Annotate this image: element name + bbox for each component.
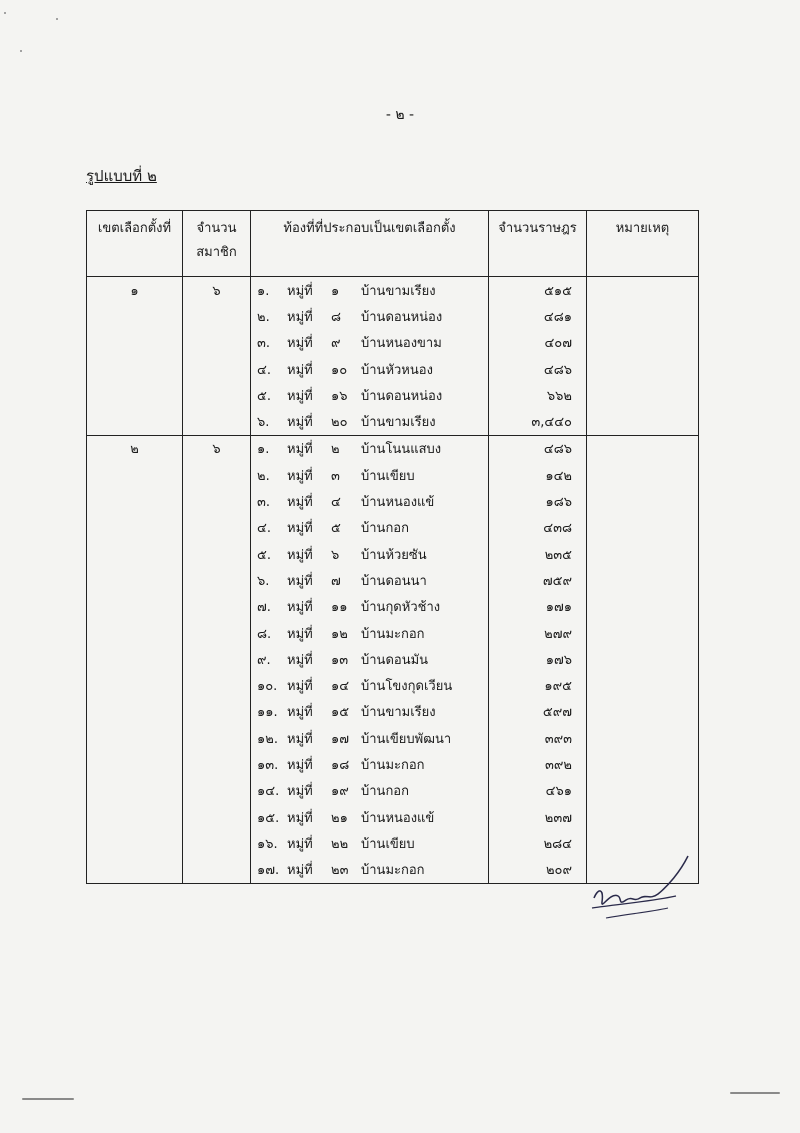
moo-label: หมู่ที่ xyxy=(287,836,313,852)
table-row xyxy=(87,751,699,777)
village-name: บ้านหนองขาม xyxy=(361,336,442,352)
location-cell xyxy=(251,277,489,304)
remarks-cell xyxy=(587,462,699,488)
village-name: บ้านดอนนา xyxy=(361,573,427,589)
population-cell: ๖๖๒ xyxy=(489,382,587,408)
remarks-cell xyxy=(587,725,699,751)
moo-label: หมู่ที่ xyxy=(287,521,313,537)
remarks-cell xyxy=(587,620,699,646)
moo-label: หมู่ที่ xyxy=(287,757,313,773)
district-cell xyxy=(87,541,183,567)
table-row xyxy=(87,541,699,567)
table-row xyxy=(87,356,699,382)
table-body xyxy=(87,277,699,884)
table-header-row xyxy=(87,211,699,277)
district-cell xyxy=(87,751,183,777)
members-cell xyxy=(183,830,251,856)
remarks-cell xyxy=(587,303,699,329)
moo-number: ๘ xyxy=(331,309,342,325)
location-cell xyxy=(251,830,489,856)
village-name: บ้านกอก xyxy=(361,521,409,537)
moo-label: หมู่ที่ xyxy=(287,573,313,589)
moo-number: ๙ xyxy=(331,336,341,352)
moo-label: หมู่ที่ xyxy=(287,495,313,511)
location-cell xyxy=(251,462,489,488)
district-cell xyxy=(87,778,183,804)
members-cell xyxy=(183,646,251,672)
header-remarks: หมายเหตุ xyxy=(587,211,699,277)
location-cell xyxy=(251,672,489,698)
moo-label: หมู่ที่ xyxy=(287,283,313,299)
remarks-cell xyxy=(587,646,699,672)
table-row xyxy=(87,462,699,488)
moo-number: ๕ xyxy=(331,521,341,537)
population-cell: ๑๗๖ xyxy=(489,646,587,672)
location-cell xyxy=(251,646,489,672)
members-cell xyxy=(183,356,251,382)
village-name: บ้านเขียบ xyxy=(361,468,415,484)
item-number: ๙. xyxy=(257,652,271,668)
item-number: ๒. xyxy=(257,309,270,325)
item-number: ๑๐. xyxy=(257,679,278,695)
moo-number: ๖ xyxy=(331,547,340,563)
village-name: บ้านกอก xyxy=(361,784,409,800)
moo-number: ๑๓ xyxy=(331,652,349,668)
moo-number: ๑๘ xyxy=(331,757,350,773)
item-number: ๗. xyxy=(257,600,271,616)
header-population: จำนวนราษฎร xyxy=(489,211,587,277)
members-cell xyxy=(183,488,251,514)
moo-label: หมู่ที่ xyxy=(287,652,313,668)
moo-label: หมู่ที่ xyxy=(287,547,313,563)
location-cell xyxy=(251,699,489,725)
village-name: บ้านเขียบพัฒนา xyxy=(361,731,452,747)
population-cell: ๒๘๔ xyxy=(489,830,587,856)
population-cell: ๔๘๖ xyxy=(489,435,587,462)
table-row xyxy=(87,567,699,593)
table-row xyxy=(87,303,699,329)
location-cell xyxy=(251,303,489,329)
district-cell xyxy=(87,725,183,751)
table-row xyxy=(87,672,699,698)
table-row xyxy=(87,620,699,646)
table-row xyxy=(87,330,699,356)
remarks-cell xyxy=(587,594,699,620)
item-number: ๔. xyxy=(257,362,271,378)
members-cell xyxy=(183,672,251,698)
population-cell: ๗๕๙ xyxy=(489,567,587,593)
moo-label: หมู่ที่ xyxy=(287,600,313,616)
population-cell: ๓๙๒ xyxy=(489,751,587,777)
moo-number: ๓ xyxy=(331,468,340,484)
remarks-cell xyxy=(587,408,699,435)
header-locations: ท้องที่ที่ประกอบเป็นเขตเลือกตั้ง xyxy=(251,211,489,277)
location-cell xyxy=(251,567,489,593)
page-number: - ๒ - xyxy=(385,107,415,123)
district-cell xyxy=(87,804,183,830)
village-name: บ้านมะกอก xyxy=(361,626,425,642)
moo-label: หมู่ที่ xyxy=(287,388,313,404)
location-cell xyxy=(251,435,489,462)
moo-label: หมู่ที่ xyxy=(287,309,313,325)
members-cell: ๖ xyxy=(183,435,251,462)
moo-number: ๑๐ xyxy=(331,362,348,378)
moo-number: ๒๐ xyxy=(331,415,348,431)
members-cell xyxy=(183,778,251,804)
members-cell xyxy=(183,303,251,329)
moo-number: ๒๓ xyxy=(331,863,349,879)
moo-number: ๒ xyxy=(331,442,340,458)
table-row xyxy=(87,382,699,408)
district-cell xyxy=(87,699,183,725)
table-row xyxy=(87,778,699,804)
moo-label: หมู่ที่ xyxy=(287,784,313,800)
moo-number: ๔ xyxy=(331,495,341,511)
item-number: ๕. xyxy=(257,547,271,563)
members-cell xyxy=(183,594,251,620)
village-name: บ้านดอนหน่อง xyxy=(361,388,443,404)
district-cell xyxy=(87,567,183,593)
item-number: ๕. xyxy=(257,388,271,404)
item-number: ๘. xyxy=(257,626,272,642)
population-cell: ๒๓๗ xyxy=(489,804,587,830)
population-cell: ๕๙๗ xyxy=(489,699,587,725)
remarks-cell xyxy=(587,567,699,593)
table-row xyxy=(87,515,699,541)
remarks-cell xyxy=(587,804,699,830)
remarks-cell xyxy=(587,330,699,356)
moo-label: หมู่ที่ xyxy=(287,415,313,431)
district-cell xyxy=(87,857,183,884)
scan-mark-right xyxy=(730,1092,780,1094)
scan-dot xyxy=(56,18,58,20)
population-cell: ๒๓๕ xyxy=(489,541,587,567)
members-cell xyxy=(183,751,251,777)
moo-label: หมู่ที่ xyxy=(287,679,313,695)
district-cell xyxy=(87,408,183,435)
table-row xyxy=(87,725,699,751)
moo-label: หมู่ที่ xyxy=(287,468,313,484)
moo-number: ๑๑ xyxy=(331,600,348,616)
population-cell: ๓,๔๔๐ xyxy=(489,408,587,435)
moo-label: หมู่ที่ xyxy=(287,863,313,879)
village-name: บ้านขามเรียง xyxy=(361,415,436,431)
moo-number: ๑๖ xyxy=(331,388,348,404)
members-cell xyxy=(183,620,251,646)
location-cell xyxy=(251,804,489,830)
signature xyxy=(588,852,698,922)
item-number: ๑๑. xyxy=(257,705,278,721)
form-title: รูปแบบที่ ๒ xyxy=(86,167,157,185)
village-name: บ้านเขียบ xyxy=(361,836,415,852)
remarks-cell xyxy=(587,515,699,541)
location-cell xyxy=(251,725,489,751)
population-cell: ๔๘๑ xyxy=(489,303,587,329)
population-cell: ๑๗๑ xyxy=(489,594,587,620)
header-members: จำนวน สมาชิก xyxy=(183,211,251,277)
members-cell xyxy=(183,725,251,751)
district-cell xyxy=(87,620,183,646)
village-name: บ้านหัวหนอง xyxy=(361,362,433,378)
table-row xyxy=(87,435,699,462)
district-cell: ๑ xyxy=(87,277,183,304)
location-cell xyxy=(251,382,489,408)
district-cell xyxy=(87,646,183,672)
district-cell xyxy=(87,515,183,541)
remarks-cell xyxy=(587,699,699,725)
members-cell xyxy=(183,382,251,408)
members-cell xyxy=(183,515,251,541)
moo-number: ๑ xyxy=(331,283,340,299)
item-number: ๑๒. xyxy=(257,731,278,747)
village-name: บ้านโนนแสบง xyxy=(361,442,442,458)
district-cell xyxy=(87,462,183,488)
location-cell xyxy=(251,594,489,620)
members-cell xyxy=(183,567,251,593)
population-cell: ๔๖๑ xyxy=(489,778,587,804)
location-cell xyxy=(251,751,489,777)
electoral-district-table xyxy=(86,210,699,884)
population-cell: ๒๗๙ xyxy=(489,620,587,646)
item-number: ๑. xyxy=(257,442,270,458)
village-name: บ้านหนองแข้ xyxy=(361,810,435,826)
item-number: ๖. xyxy=(257,573,270,589)
table-row xyxy=(87,646,699,672)
moo-number: ๒๒ xyxy=(331,836,349,852)
members-cell xyxy=(183,857,251,884)
table-row xyxy=(87,488,699,514)
population-cell: ๑๔๒ xyxy=(489,462,587,488)
moo-label: หมู่ที่ xyxy=(287,362,313,378)
item-number: ๔. xyxy=(257,521,271,537)
table-row xyxy=(87,594,699,620)
item-number: ๑๕. xyxy=(257,810,280,826)
header-district: เขตเลือกตั้งที่ xyxy=(87,211,183,277)
population-cell: ๕๑๕ xyxy=(489,277,587,304)
moo-number: ๗ xyxy=(331,573,341,589)
village-name: บ้านดอนหน่อง xyxy=(361,309,443,325)
village-name: บ้านกุดหัวช้าง xyxy=(361,600,441,616)
members-cell: ๖ xyxy=(183,277,251,304)
item-number: ๒. xyxy=(257,468,270,484)
remarks-cell xyxy=(587,435,699,462)
district-cell xyxy=(87,382,183,408)
item-number: ๖. xyxy=(257,415,270,431)
item-number: ๓. xyxy=(257,495,271,511)
table-row xyxy=(87,277,699,304)
population-cell: ๑๘๖ xyxy=(489,488,587,514)
village-name: บ้านมะกอก xyxy=(361,757,425,773)
moo-number: ๑๗ xyxy=(331,731,350,747)
population-cell: ๔๓๘ xyxy=(489,515,587,541)
village-name: บ้านขามเรียง xyxy=(361,705,436,721)
district-cell xyxy=(87,488,183,514)
village-name: บ้านหนองแข้ xyxy=(361,495,435,511)
moo-number: ๒๑ xyxy=(331,810,348,826)
moo-number: ๑๔ xyxy=(331,679,350,695)
remarks-cell xyxy=(587,778,699,804)
location-cell xyxy=(251,408,489,435)
village-name: บ้านดอนมัน xyxy=(361,652,429,668)
members-cell xyxy=(183,408,251,435)
population-cell: ๑๙๕ xyxy=(489,672,587,698)
remarks-cell xyxy=(587,541,699,567)
members-cell xyxy=(183,330,251,356)
location-cell xyxy=(251,620,489,646)
members-cell xyxy=(183,699,251,725)
village-name: บ้านมะกอก xyxy=(361,863,425,879)
remarks-cell xyxy=(587,751,699,777)
moo-number: ๑๙ xyxy=(331,784,349,800)
location-cell xyxy=(251,330,489,356)
district-cell xyxy=(87,330,183,356)
scan-dot xyxy=(4,12,6,14)
remarks-cell xyxy=(587,277,699,304)
item-number: ๑๔. xyxy=(257,784,280,800)
item-number: ๑. xyxy=(257,283,270,299)
location-cell xyxy=(251,488,489,514)
village-name: บ้านโขงกุดเวียน xyxy=(361,679,453,695)
district-cell xyxy=(87,594,183,620)
item-number: ๑๓. xyxy=(257,757,279,773)
district-cell xyxy=(87,356,183,382)
moo-label: หมู่ที่ xyxy=(287,705,313,721)
moo-label: หมู่ที่ xyxy=(287,336,313,352)
table-row xyxy=(87,699,699,725)
population-cell: ๔๘๖ xyxy=(489,356,587,382)
remarks-cell xyxy=(587,356,699,382)
district-cell xyxy=(87,303,183,329)
moo-number: ๑๕ xyxy=(331,705,350,721)
moo-label: หมู่ที่ xyxy=(287,442,313,458)
location-cell xyxy=(251,857,489,884)
population-cell: ๔๐๗ xyxy=(489,330,587,356)
location-cell xyxy=(251,515,489,541)
location-cell xyxy=(251,541,489,567)
moo-label: หมู่ที่ xyxy=(287,731,313,747)
moo-number: ๑๒ xyxy=(331,626,348,642)
table-row xyxy=(87,804,699,830)
district-cell: ๒ xyxy=(87,435,183,462)
location-cell xyxy=(251,356,489,382)
moo-label: หมู่ที่ xyxy=(287,810,313,826)
district-cell xyxy=(87,672,183,698)
district-cell xyxy=(87,830,183,856)
population-cell: ๒๐๙ xyxy=(489,857,587,884)
item-number: ๑๗. xyxy=(257,863,280,879)
location-cell xyxy=(251,778,489,804)
scan-mark-left xyxy=(22,1098,74,1100)
members-cell xyxy=(183,541,251,567)
table-row xyxy=(87,408,699,435)
village-name: บ้านขามเรียง xyxy=(361,283,436,299)
remarks-cell xyxy=(587,672,699,698)
moo-label: หมู่ที่ xyxy=(287,626,313,642)
remarks-cell xyxy=(587,382,699,408)
members-cell xyxy=(183,462,251,488)
members-cell xyxy=(183,804,251,830)
remarks-cell xyxy=(587,488,699,514)
village-name: บ้านห้วยซัน xyxy=(361,547,427,563)
item-number: ๑๖. xyxy=(257,836,278,852)
scan-dot xyxy=(20,50,22,52)
population-cell: ๓๙๓ xyxy=(489,725,587,751)
item-number: ๓. xyxy=(257,336,271,352)
